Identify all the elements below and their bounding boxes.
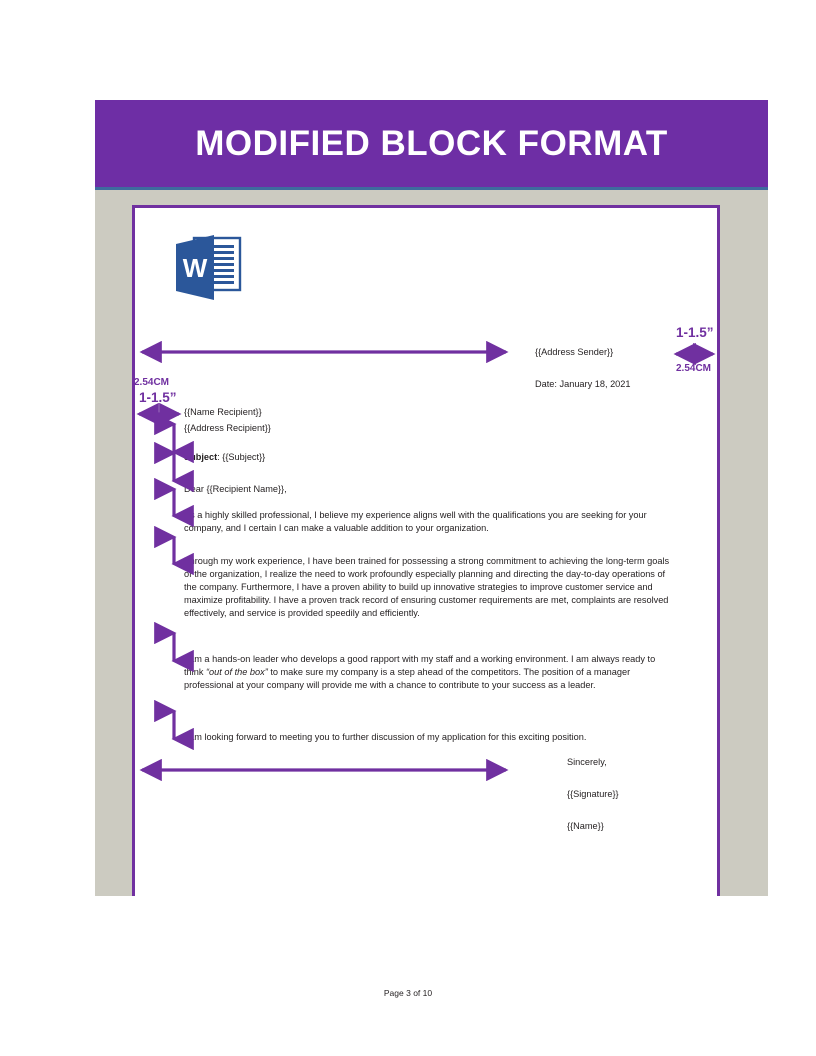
page-footer: Page 3 of 10	[383, 988, 433, 998]
annotation-right-margin-cm: 2.54CM	[676, 363, 712, 374]
paragraph-3-italic-phrase: “out of the box”	[205, 667, 268, 678]
sender-address: {{Address Sender}}	[535, 347, 614, 357]
letter-date: Date: January 18, 2021	[535, 379, 631, 390]
recipient-block	[184, 406, 271, 438]
page-title: MODIFIED BLOCK FORMAT	[195, 123, 668, 163]
recipient-address: {{Address Recipient}}	[184, 423, 271, 434]
subject-line	[184, 451, 265, 464]
annotation-left-margin-cm: 2.54CM	[134, 377, 170, 388]
subject-value: : {{Subject}}	[217, 452, 266, 462]
body-paragraph-1: As a highly skilled professional, I believe my experience aligns well with the qualifications you are seeking for your company, and I certain I can make a valuable addition to your organization.	[184, 510, 647, 534]
closing-signature: {{Signature}}	[567, 789, 619, 800]
paragraph-3-before: I am a hands-on leader who develops a good rapport with my staff and a working environment. I am always ready to think	[184, 654, 656, 678]
body-paragraph-4: I am looking forward to meeting you to further discussion of my application for this exciting position.	[184, 732, 587, 742]
letter-body	[135, 208, 717, 896]
title-banner	[95, 100, 768, 187]
closing-block	[567, 756, 619, 852]
body-paragraph-2: Through my work experience, I have been trained for possessing a strong commitment to achieving the long-term goals of the organization, I realize the need to work profoundly especially planning and directing the day-to-day operations of the company. Furthermore, I have a proven ability to build up innovative strategies to improve customer service and maximize profitability. I have a proven track record of ensuring customer requirements are met, complaints are resolved effectively, and service is provided speedily and efficiently.	[184, 556, 670, 619]
paragraph-3-after: to make sure my company is a step ahead of the competitors. The position of a manager professional at your company will provide me with a chance to contribute to your success as a leader.	[184, 667, 631, 691]
annotation-right-margin-inches: 1-1.5”	[676, 325, 714, 340]
sender-block	[535, 346, 715, 410]
annotation-left-margin-inches: 1-1.5”	[139, 390, 177, 405]
recipient-name: {{Name Recipient}}	[184, 407, 262, 417]
closing-name: {{Name}}	[567, 821, 604, 832]
body-paragraph-3	[184, 653, 676, 692]
subject-label: Subject	[184, 452, 218, 462]
letter-page	[132, 205, 720, 896]
svg-text:W: W	[182, 253, 208, 283]
salutation: Dear {{Recipient Name}},	[184, 484, 287, 494]
closing-sincerely: Sincerely,	[567, 757, 607, 767]
